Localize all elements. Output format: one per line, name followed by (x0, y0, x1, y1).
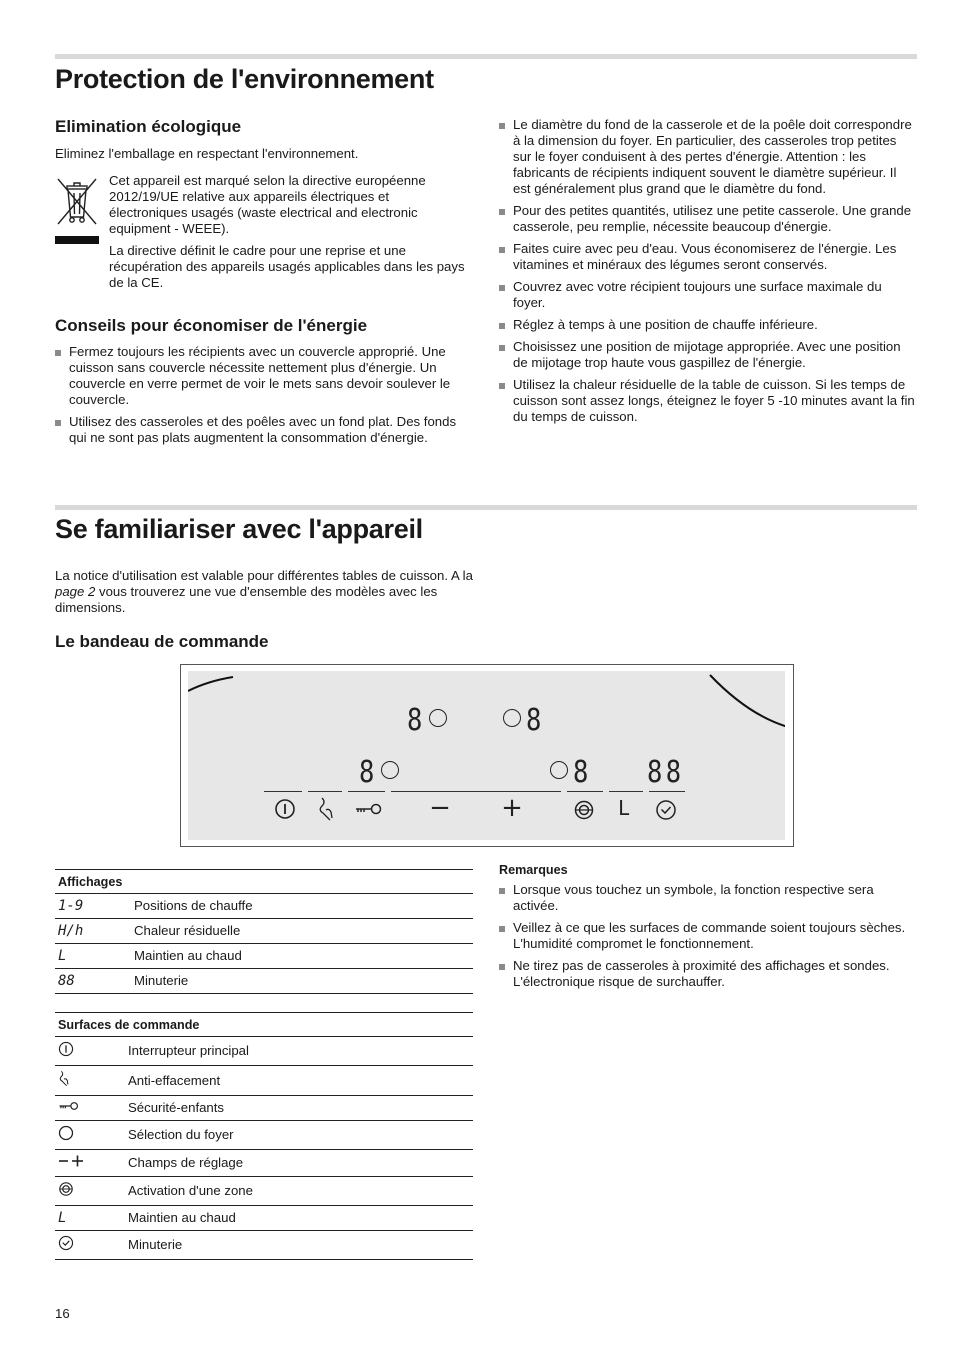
zone-display-rear-left: 8 (407, 703, 423, 738)
table-row (55, 1206, 473, 1231)
control-separator (649, 791, 685, 792)
intro-text: La notice d'utilisation est valable pour différentes tables de cuisson. A la (55, 568, 473, 583)
display-label: Maintien au chaud (131, 944, 473, 969)
zone-display-front-left: 8 (359, 755, 375, 790)
table-row (55, 1121, 473, 1150)
list-item: Couvrez avec votre récipient toujours une surface maximale du foyer. (499, 279, 917, 311)
list-item: Fermez toujours les récipients avec un couvercle approprié. Une cuisson sans couvercle nécessite nettement plus d'énergie. Un couvercle en verre permet de voir le mets sans devoir soulever le couvercle. (55, 344, 473, 408)
affichages-table (55, 869, 473, 994)
control-separator (264, 791, 302, 792)
control-label: Interrupteur principal (125, 1037, 473, 1066)
section-rule (55, 54, 917, 59)
wipe-protection-icon[interactable] (317, 796, 335, 822)
key-icon (58, 1100, 80, 1112)
control-label: Activation d'une zone (125, 1177, 473, 1206)
table-row (55, 969, 473, 994)
control-separator (609, 791, 643, 792)
keep-warm-button[interactable]: L (617, 796, 631, 820)
list-item: Choisissez une position de mijotage appropriée. Avec une position de mijotage trop haute vous gaspillez de l'énergie. (499, 339, 917, 371)
display-label: Minuterie (131, 969, 473, 994)
minus-plus-icon (58, 1154, 84, 1168)
weee-paragraph-1: Cet appareil est marqué selon la directive européenne 2012/19/UE relative aux appareils électriques et électroniques usagés (waste electrical and electronic equipment - WEEE). (109, 173, 426, 236)
zone-display-front-right: 8 (573, 755, 589, 790)
elimination-intro: Eliminez l'emballage en respectant l'environnement. (55, 146, 359, 161)
control-separator (308, 791, 342, 792)
zone-activation-icon[interactable] (573, 799, 595, 821)
table-row (55, 1150, 473, 1177)
list-item: Pour des petites quantités, utilisez une petite casserole. Une grande casserole, peu remplie, nécessite beaucoup d'énergie. (499, 203, 917, 235)
table-header: Surfaces de commande (55, 1013, 473, 1037)
control-panel-figure (180, 664, 794, 847)
control-separator (348, 791, 385, 792)
control-label: Maintien au chaud (125, 1206, 473, 1231)
zone-display-rear-right: 8 (526, 703, 542, 738)
table-row (55, 1037, 473, 1066)
display-symbol: 1-9 (55, 894, 131, 919)
heading-bandeau: Le bandeau de commande (55, 632, 269, 651)
section-rule (55, 505, 917, 510)
appliance-intro (55, 568, 473, 616)
control-label: Champs de réglage (125, 1150, 473, 1177)
list-item: Lorsque vous touchez un symbole, la fonction respective sera activée. (499, 882, 917, 914)
minus-button[interactable]: − (429, 793, 451, 823)
display-label: Positions de chauffe (131, 894, 473, 919)
energy-tips-list (499, 117, 917, 425)
zone-select-ring[interactable] (550, 761, 568, 779)
control-label: Minuterie (125, 1231, 473, 1260)
table-row (55, 1177, 473, 1206)
plus-button[interactable]: + (501, 793, 523, 823)
zone-select-icon (58, 1125, 74, 1141)
list-item: Utilisez des casseroles et des poêles avec un fond plat. Des fonds qui ne sont pas plats augmentent la consommation d'énergie. (55, 414, 473, 446)
table-row (55, 894, 473, 919)
section-title-environment: Protection de l'environnement (55, 64, 434, 94)
control-separator (391, 791, 561, 792)
surfaces-table (55, 1012, 473, 1260)
list-item: Utilisez la chaleur résiduelle de la table de cuisson. Si les temps de cuisson sont assez longs, éteignez le foyer 5 -10 minutes avant la fin du temps de cuisson. (499, 377, 917, 425)
control-label: Sélection du foyer (125, 1121, 473, 1150)
page-reference-link[interactable]: page 2 (55, 584, 96, 599)
weee-paragraph-2: La directive définit le cadre pour une reprise et une récupération des appareils usagés applicables dans les pays de la CE. (109, 243, 465, 290)
display-symbol: 88 (55, 969, 131, 994)
table-row (55, 1231, 473, 1260)
heading-elimination: Elimination écologique (55, 117, 242, 136)
control-panel-surface (188, 671, 785, 840)
list-item: Veillez à ce que les surfaces de commande soient toujours sèches. L'humidité compromet le fonctionnement. (499, 920, 917, 952)
remarques-heading: Remarques (499, 863, 568, 877)
zone-activation-icon (58, 1181, 74, 1197)
table-row (55, 944, 473, 969)
heading-conseils: Conseils pour économiser de l'énergie (55, 316, 368, 335)
wipe-protection-icon (58, 1070, 70, 1087)
zone-select-ring[interactable] (429, 709, 447, 727)
list-item: Faites cuire avec peu d'eau. Vous économiserez de l'énergie. Les vitamines et minéraux des légumes seront conservés. (499, 241, 917, 273)
timer-display: 88 (647, 755, 685, 790)
list-item: Ne tirez pas de casseroles à proximité des affichages et sondes. L'électronique risque de surchauffer. (499, 958, 917, 990)
list-item: Le diamètre du fond de la casserole et de la poêle doit correspondre à la dimension du foyer. En particulier, des casseroles trop petites sur le foyer conduisent à des pertes d'énergie. Attention : les fabricants de récipients indiquent souvent le diamètre supérieur. Il est généralement plus grand que le diamètre du fond. (499, 117, 917, 197)
weee-bin-icon (55, 176, 99, 246)
power-icon (58, 1041, 74, 1057)
zone-select-ring[interactable] (503, 709, 521, 727)
table-header: Affichages (55, 870, 473, 894)
keep-warm-icon: L (55, 1206, 125, 1231)
key-icon[interactable] (354, 801, 384, 817)
page-number: 16 (55, 1306, 70, 1321)
display-label: Chaleur résiduelle (131, 919, 473, 944)
table-row (55, 1096, 473, 1121)
timer-icon[interactable] (655, 799, 677, 821)
table-row (55, 919, 473, 944)
display-symbol: H/h (55, 919, 131, 944)
display-symbol: L (55, 944, 131, 969)
remarques-list (499, 882, 917, 990)
section-title-appliance: Se familiariser avec l'appareil (55, 514, 423, 544)
control-label: Anti-effacement (125, 1066, 473, 1096)
list-item: Réglez à temps à une position de chauffe inférieure. (499, 317, 917, 333)
zone-select-ring[interactable] (381, 761, 399, 779)
power-icon[interactable] (274, 798, 296, 820)
control-label: Sécurité-enfants (125, 1096, 473, 1121)
timer-icon (58, 1235, 74, 1251)
conseils-list (55, 344, 473, 446)
table-row (55, 1066, 473, 1096)
intro-text: vous trouverez une vue d'ensemble des modèles avec les dimensions. (55, 584, 438, 615)
control-separator (567, 791, 603, 792)
